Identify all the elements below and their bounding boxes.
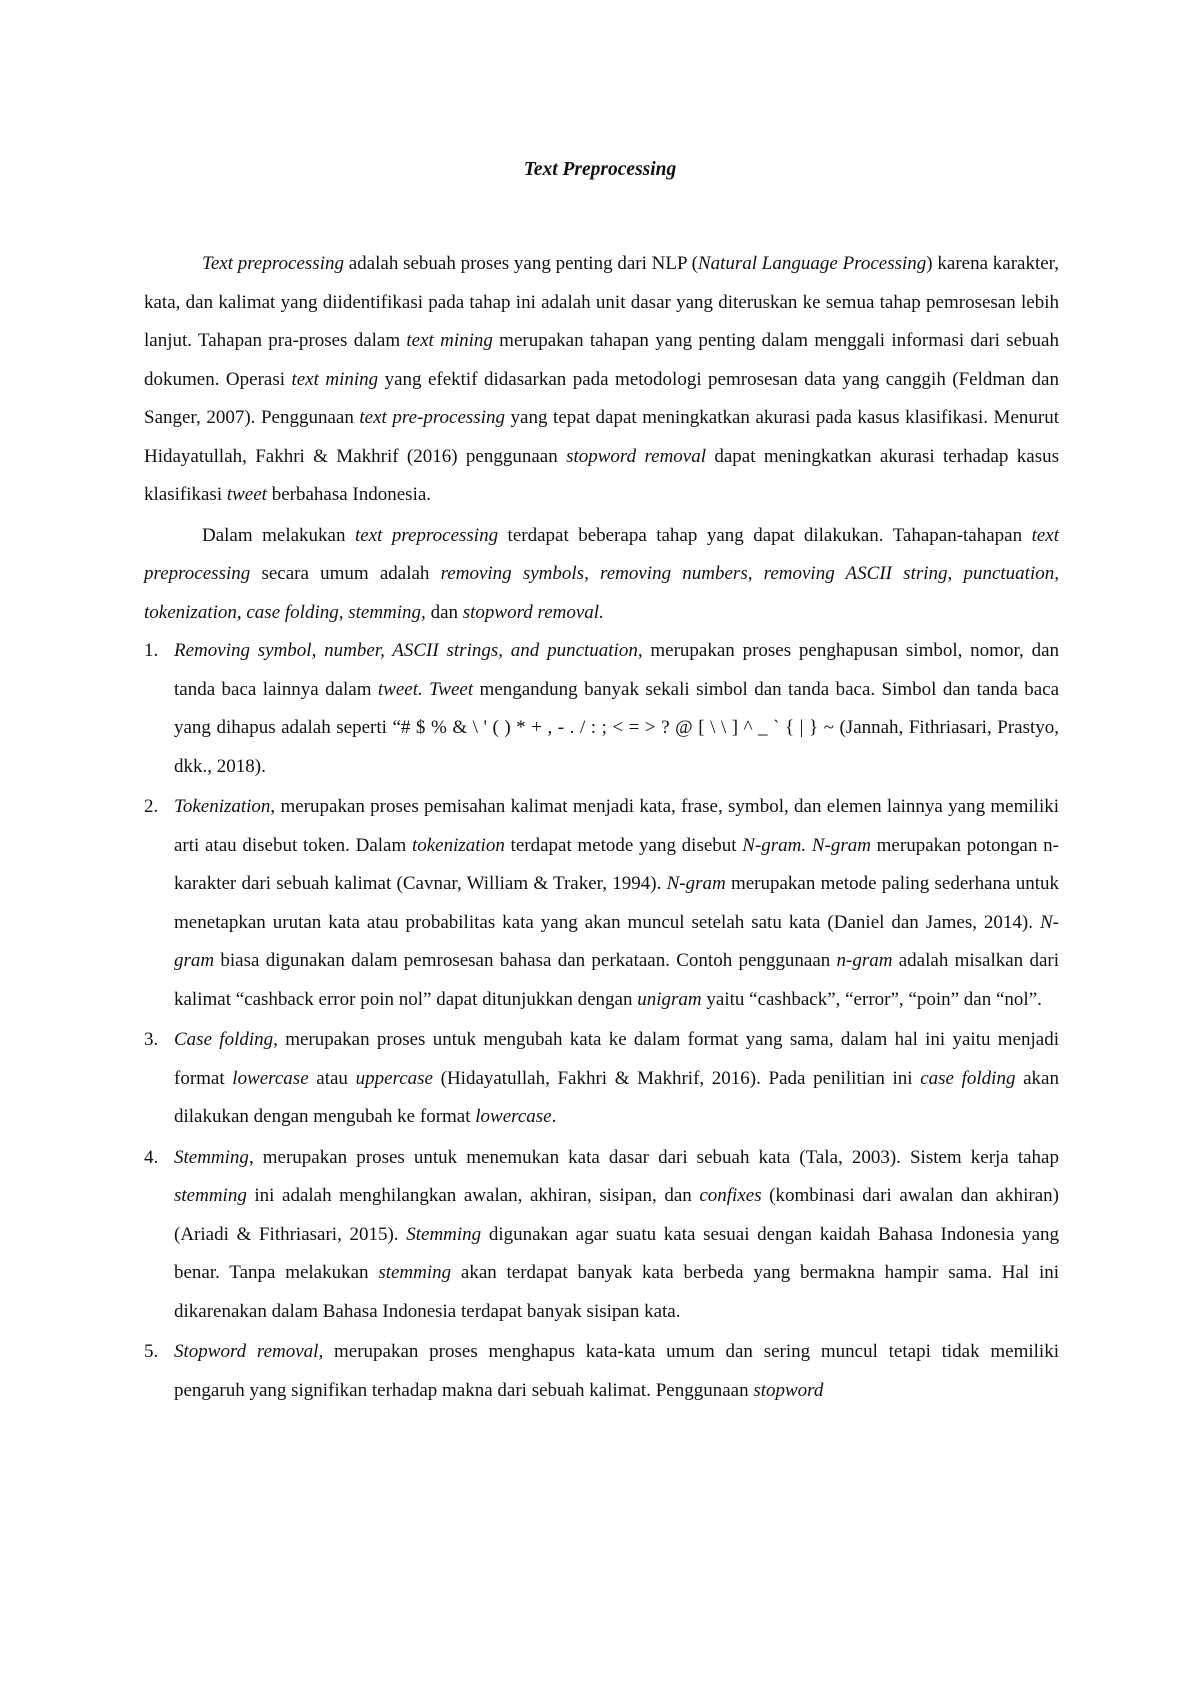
list-item-text: Tokenization — [174, 796, 271, 817]
list-item-number: 5. — [144, 1341, 159, 1362]
list-item-text: merupakan proses menghapus kata-kata umum dan sering muncul tetapi tidak memiliki pengaruh yang signifikan terhadap makna dari sebuah kalimat. Penggunaan — [174, 1341, 1059, 1401]
list-item-text: unigram — [637, 988, 702, 1010]
list-item-number: 1. — [144, 640, 159, 661]
list-item-case-folding — [144, 1021, 1059, 1137]
paragraph-stages — [144, 517, 1059, 633]
list-item-text: ini adalah menghilangkan awalan, akhiran, sisipan, dan — [246, 1185, 700, 1206]
list-item-text: terdapat metode yang disebut — [504, 834, 743, 856]
paragraph-stages-text-1: Dalam melakukan — [202, 524, 355, 546]
list-item-number: 2. — [144, 796, 159, 817]
list-item-text: lowercase — [232, 1067, 309, 1089]
paragraph-intro-text-9: text pre-processing — [359, 407, 505, 428]
paragraph-intro-text-14: berbahasa Indonesia. — [266, 484, 432, 505]
paragraph-intro-text-5: text mining — [406, 330, 493, 351]
list-item-text: lowercase — [475, 1106, 552, 1127]
paragraph-intro-text-4: ) karena karakter, kata, dan kalimat yang diidentifikasi pada tahap ini adalah unit dasar yang diteruskan ke semua tahap pemrosesan lebih lanjut. Tahapan pra-proses dalam — [144, 253, 1059, 351]
list-item-text: merupakan metode paling sederhana untuk menetapkan urutan kata atau probabilitas kata yang akan muncul setelah satu kata (Daniel dan James, 2014). — [174, 873, 1059, 933]
list-item-text: akan terdapat banyak kata berbeda yang bermakna hampir sama. Hal ini dikarenakan dalam Bahasa Indonesia terdapat banyak sisipan kata. — [174, 1262, 1060, 1322]
list-item-text: mengandung banyak sekali simbol dan tanda baca. Simbol dan tanda baca yang dihapus adalah seperti “# $ % & \ ' ( ) * + , - . / : ; < = > ? @ [ \ \ ] ^ _ ` { | } ~ (Jannah, Fithriasari, Prastyo, dkk., 2018). — [174, 678, 1060, 777]
list-item-text: stemming — [174, 1185, 247, 1206]
list-item-text: Stemming — [406, 1223, 482, 1245]
list-item-text: Stemming — [174, 1146, 249, 1168]
list-item-text: atau — [308, 1067, 356, 1089]
paragraph-intro-text-8: yang efektif didasarkan pada metodologi pemrosesan data yang canggih (Feldman dan Sanger, 2007). Penggunaan — [144, 368, 1059, 428]
paragraph-intro-text-10: yang tepat dapat meningkatkan akurasi pada kasus klasifikasi. Menurut Hidayatullah, Fakhri & Makhrif (2016) penggunaan — [144, 407, 1059, 467]
list-item-number: 4. — [144, 1146, 159, 1168]
numbered-list — [144, 632, 1059, 1410]
paragraph-stages-text-2: text preprocessing — [354, 524, 499, 546]
paragraph-stages-text-8: stopword removal. — [462, 601, 604, 623]
paragraph-intro-text-13: tweet — [226, 484, 267, 505]
list-item-tokenization — [144, 788, 1059, 1019]
list-item-text: tokenization — [411, 834, 505, 856]
paragraph-intro-text-11: stopword removal — [566, 445, 706, 467]
list-item-text: n-gram — [836, 950, 893, 971]
list-item-text: N-gram — [174, 911, 1059, 971]
paragraph-stages-text-7: dan — [425, 601, 463, 623]
paragraph-stages-text-3: terdapat beberapa tahap yang dapat dilakukan. Tahapan-tahapan — [498, 524, 1032, 546]
list-item-text: merupakan proses untuk mengubah kata ke dalam format yang sama, dalam hal ini yaitu menjadi format — [174, 1029, 1059, 1089]
list-item-text: biasa digunakan dalam pemrosesan bahasa dan perkataan. Contoh penggunaan — [214, 950, 837, 971]
list-item-text: stopword — [753, 1379, 824, 1401]
paragraph-stages-text-5: secara umum adalah — [250, 563, 441, 584]
paragraph-intro-text-6: merupakan tahapan yang penting dalam menggali informasi dari sebuah dokumen. Operasi — [144, 330, 1059, 390]
paragraph-intro-text-1: Text preprocessing — [202, 253, 344, 274]
paragraph-intro-text-12: dapat meningkatkan akurasi terhadap kasus klasifikasi — [144, 445, 1059, 505]
list-item-number: 3. — [144, 1029, 159, 1050]
list-item-text: N-gram. N-gram — [742, 834, 871, 856]
paragraph-intro-text-2: adalah sebuah proses yang penting dari NLP ( — [343, 253, 698, 274]
list-item-text: confixes — [699, 1185, 762, 1206]
list-item-text: (kombinasi dari awalan dan akhiran) (Ariadi & Fithriasari, 2015). — [174, 1185, 1059, 1245]
list-item-text: case folding — [920, 1067, 1016, 1089]
page-title: Text Preprocessing — [523, 159, 677, 180]
list-item-text: Removing symbol, number, ASCII strings, and punctuation, — [174, 640, 643, 661]
list-item-text: digunakan agar suatu kata sesuai dengan kaidah Bahasa Indonesia yang benar. Tanpa melakukan — [174, 1223, 1060, 1283]
list-item-text: tweet. Tweet — [377, 678, 474, 700]
list-item-text: . — [551, 1106, 557, 1127]
list-item-text: , merupakan proses pemisahan kalimat menjadi kata, frase, symbol, dan elemen lainnya yang memiliki arti atau disebut token. Dalam — [174, 796, 1059, 856]
list-item-text: (Hidayatullah, Fakhri & Makhrif, 2016). Pada penilitian ini — [432, 1067, 921, 1089]
list-item-text: merupakan potongan n-karakter dari sebuah kalimat (Cavnar, William & Traker, 1994). — [174, 834, 1059, 894]
paragraph-intro — [144, 245, 1059, 515]
paragraph-intro-text-3: Natural Language Processing — [697, 253, 927, 274]
list-item-text: adalah misalkan dari kalimat “cashback error poin nol” dapat ditunjukkan dengan — [174, 950, 1059, 1010]
list-item-removing-symbols — [144, 632, 1059, 786]
list-item-text: yaitu “cashback”, “error”, “poin” dan “nol”. — [701, 988, 1042, 1010]
list-item-text: , merupakan proses untuk menemukan kata dasar dari sebuah kata (Tala, 2003). Sistem kerja tahap — [248, 1146, 1059, 1168]
document-body — [144, 245, 1059, 1410]
list-item-stopword-removal — [144, 1333, 1059, 1410]
list-item-text: Stopword removal, — [174, 1341, 324, 1362]
paragraph-intro-text-7: text mining — [291, 368, 379, 390]
list-item-text: uppercase — [355, 1067, 433, 1089]
list-item-text: Case folding, — [174, 1029, 278, 1050]
list-item-stemming — [144, 1139, 1059, 1332]
list-item-text: merupakan proses penghapusan simbol, nomor, dan tanda baca lainnya dalam — [174, 640, 1059, 700]
paragraph-stages-text-4: text preprocessing — [144, 524, 1060, 584]
paragraph-stages-text-6: removing symbols, removing numbers, removing ASCII string, punctuation, tokenization, case folding, stemming, — [144, 563, 1059, 623]
list-item-text: stemming — [378, 1262, 452, 1283]
list-item-text: N-gram — [666, 873, 726, 894]
list-item-text: akan dilakukan dengan mengubah ke format — [174, 1067, 1059, 1127]
